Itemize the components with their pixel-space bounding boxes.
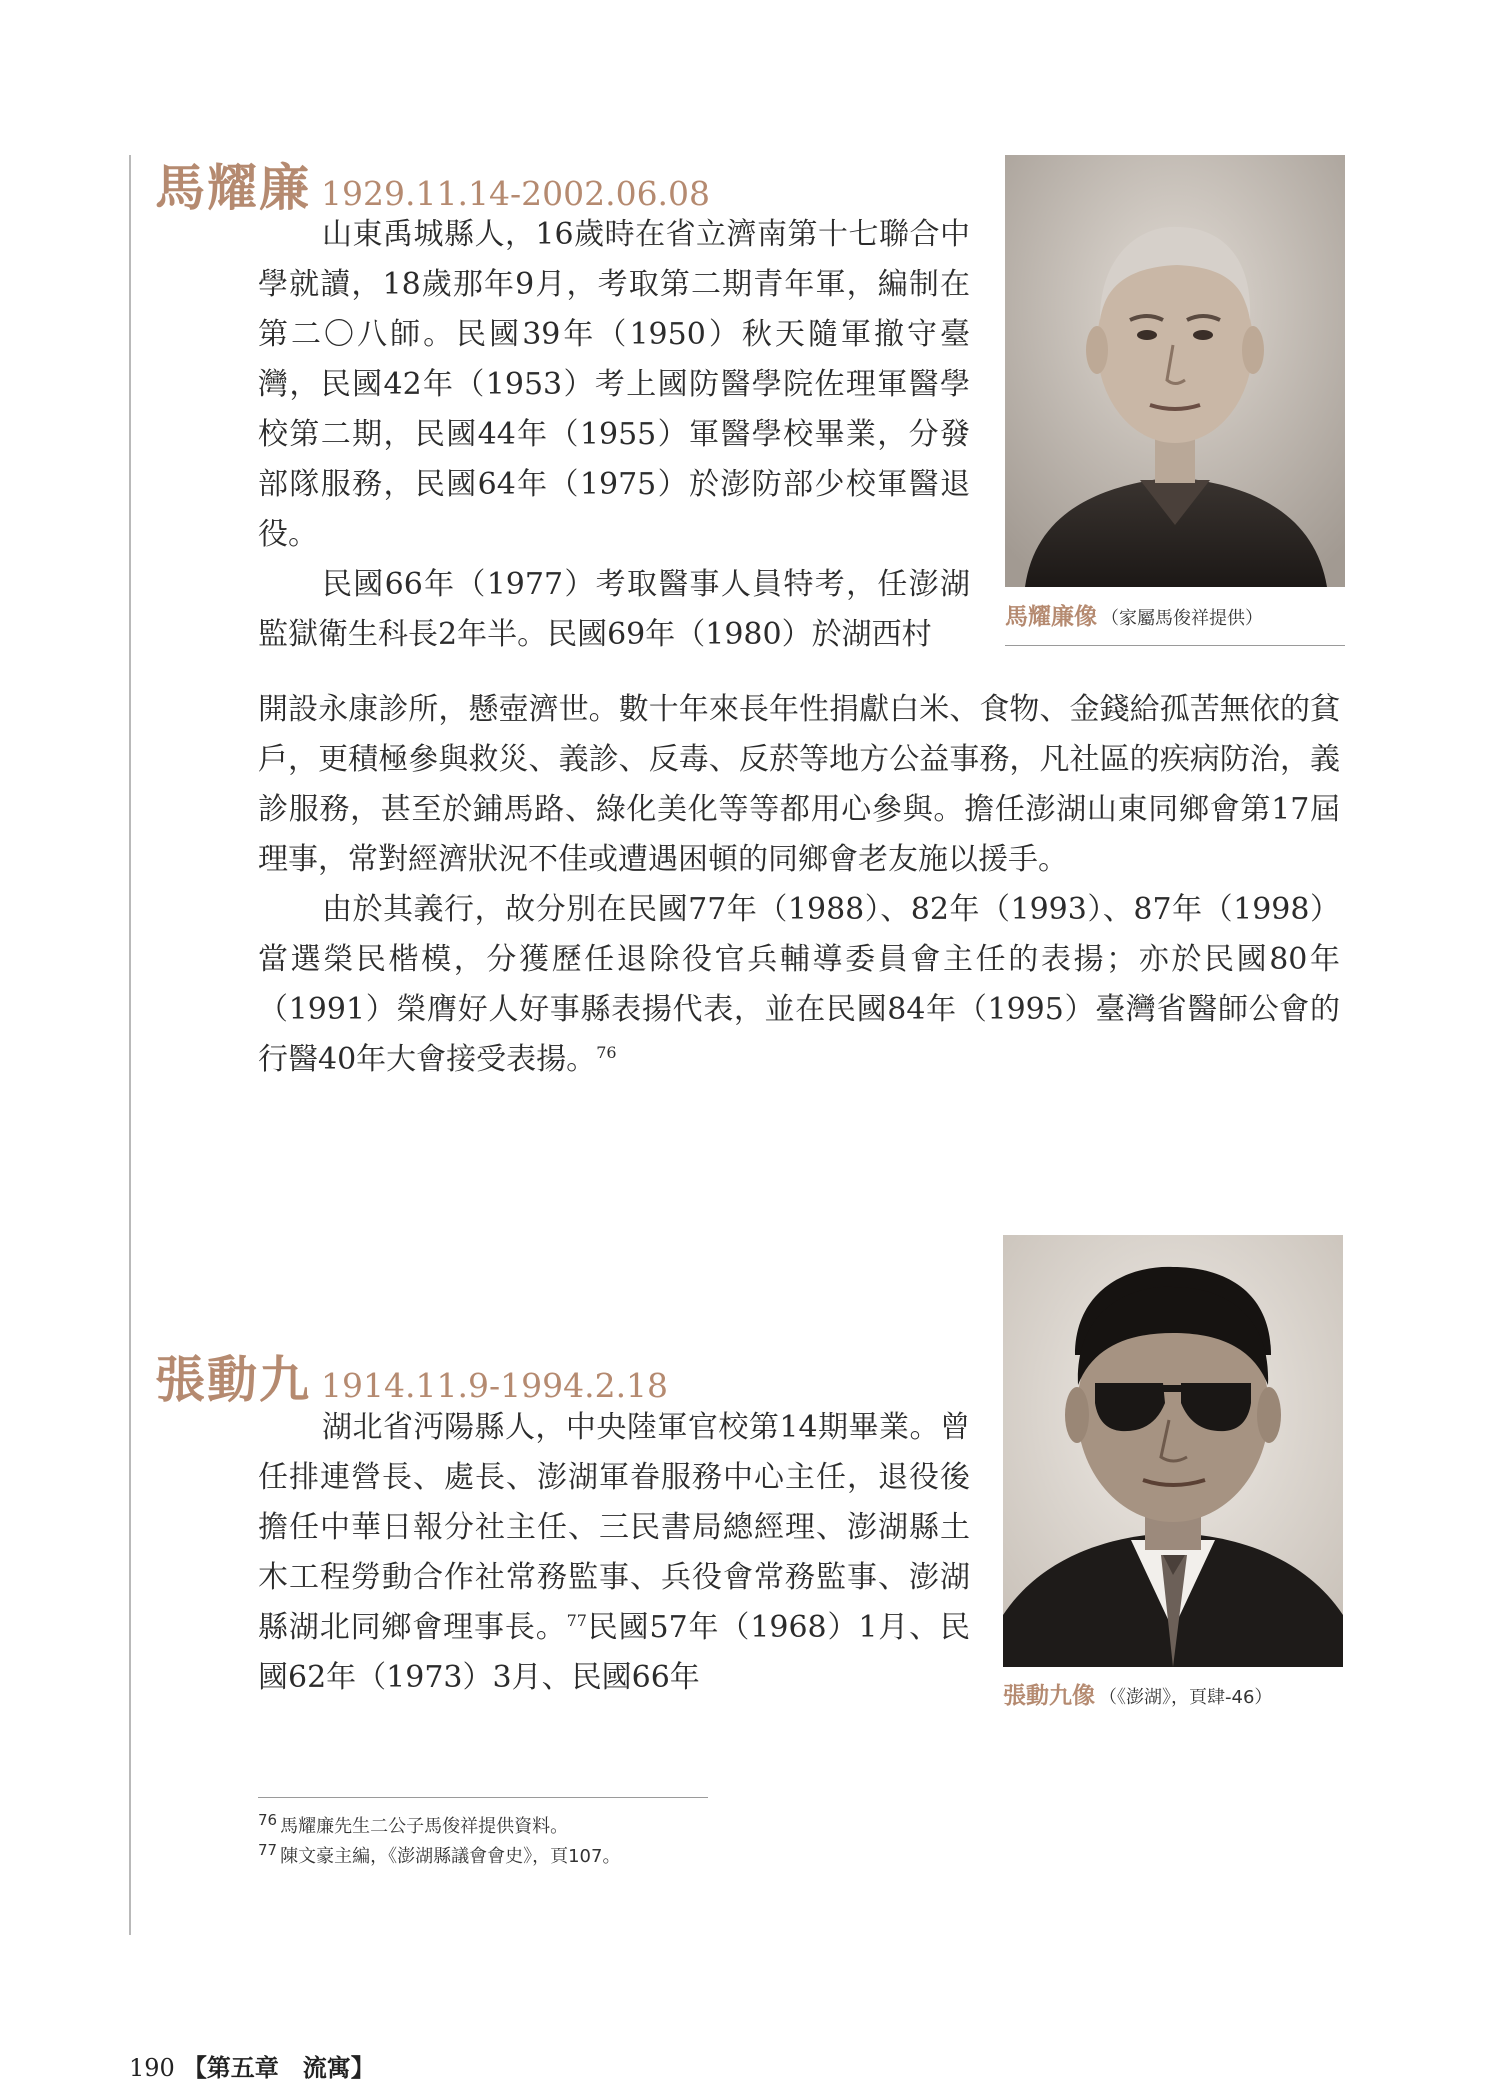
footnote-77 <box>258 1842 620 1872</box>
entry1-paragraph-2b: 開設永康診所，懸壺濟世。數十年來長年性捐獻白米、食物、金錢給孤苦無依的貧戶，更積極參與救災、義診、反毒、反菸等地方公益事務，凡社區的疾病防治，義診服務，甚至於鋪馬路、綠化美化等等都用心參與。擔任澎湖山東同鄉會第17屆理事，常對經濟狀況不佳或遭遇困頓的同鄉會老友施以援手。 <box>258 692 1340 877</box>
entry2-name: 張動九 <box>155 1350 311 1409</box>
footnote-number: 77 <box>258 1841 278 1859</box>
margin-rule <box>129 155 131 1935</box>
chapter-title: 【第五章 流寓】 <box>182 2053 375 2082</box>
entry1-paragraph-1: 山東禹城縣人，16歲時在省立濟南第十七聯合中學就讀，18歲那年9月，考取第二期青年軍，編制在第二〇八師。民國39年（1950）秋天隨軍撤守臺灣，民國42年（1953）考上國防醫學院佐理軍醫學校第二期，民國44年（1955）軍醫學校畢業，分發部隊服務，民國64年（1975）於澎防部少校軍醫退役。 <box>258 217 970 552</box>
footnotes <box>258 1812 620 1872</box>
entry1-paragraph-3 <box>258 885 1340 1085</box>
entry2-caption-source: （《澎湖》，頁肆-46） <box>1099 1687 1273 1708</box>
page-number: 190 <box>129 2054 175 2082</box>
entry2-portrait-photo <box>1003 1235 1343 1667</box>
entry2-dates: 1914.11.9-1994.2.18 <box>321 1366 669 1405</box>
entry1-text-upper <box>258 210 970 660</box>
footnote-text: 陳文豪主編，《澎湖縣議會會史》，頁107。 <box>280 1846 621 1867</box>
footnote-76 <box>258 1812 620 1842</box>
entry1-caption <box>1005 598 1263 631</box>
entry2-paragraph-1-cont: 民國57年（1968）1月、民國62年（1973）3月、民國66年 <box>258 1610 971 1695</box>
entry1-portrait-photo <box>1005 155 1345 587</box>
page-footer <box>129 2048 375 2083</box>
entry1-paragraph-3-text: 由於其義行，故分別在民國77年（1988）、82年（1993）、87年（1998）當選榮民楷模，分獲歷任退除役官兵輔導委員會主任的表揚；亦於民國80年（1991）榮膺好人好事縣表揚代表，並在民國84年（1995）臺灣省醫師公會的行醫40年大會接受表揚。 <box>258 892 1340 1077</box>
footnote-ref-76: 76 <box>596 1043 617 1062</box>
entry1-paragraph-2a: 民國66年（1977）考取醫事人員特考，任澎湖監獄衛生科長2年半。民國69年（1980）於湖西村 <box>258 567 970 652</box>
footnote-ref-77: 77 <box>566 1611 587 1630</box>
entry1-dates: 1929.11.14-2002.06.08 <box>321 174 711 213</box>
entry2-caption <box>1003 1677 1272 1710</box>
footnote-text: 馬耀廉先生二公子馬俊祥提供資料。 <box>280 1816 569 1837</box>
entry1-text-lower <box>258 685 1340 1085</box>
entry2-paragraph-1 <box>258 1403 970 1703</box>
footnote-number: 76 <box>258 1811 278 1829</box>
entry2-heading <box>155 1340 668 1412</box>
entry1-name: 馬耀廉 <box>155 158 311 217</box>
entry1-caption-rule <box>1005 645 1345 646</box>
entry2-caption-title: 張動九像 <box>1003 1683 1095 1709</box>
entry1-caption-source: （家屬馬俊祥提供） <box>1101 608 1263 629</box>
entry1-caption-title: 馬耀廉像 <box>1005 604 1097 630</box>
entry2-paragraph-1-text: 湖北省沔陽縣人，中央陸軍官校第14期畢業。曾任排連營長、處長、澎湖軍眷服務中心主任，退役後擔任中華日報分社主任、三民書局總經理、澎湖縣土木工程勞動合作社常務監事、兵役會常務監事、澎湖縣湖北同鄉會理事長。 <box>258 1410 970 1645</box>
footnote-rule <box>258 1797 708 1798</box>
entry2-text <box>258 1403 970 1703</box>
